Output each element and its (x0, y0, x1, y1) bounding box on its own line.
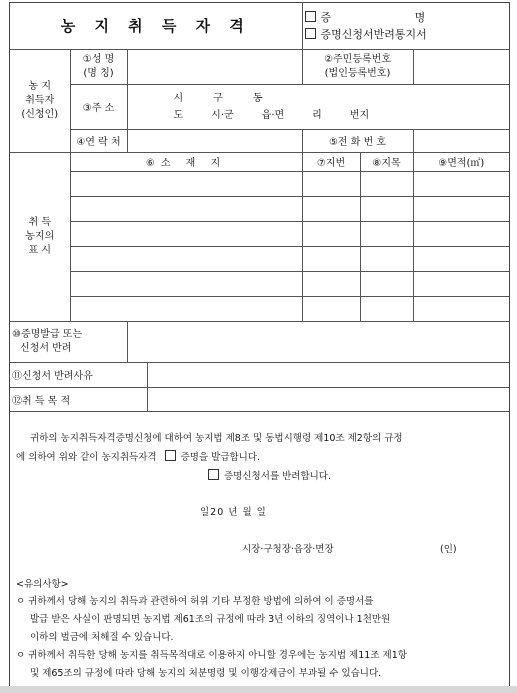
notes-header: <유의사항> (16, 579, 69, 590)
address-label: ③주 소 (70, 84, 127, 129)
reject-reason-label: ⑪신청서 반려사유 (10, 362, 147, 387)
application-form (9, 2, 510, 687)
name-value-cell[interactable] (127, 49, 302, 84)
seal-mark: (인) (440, 544, 457, 555)
option-issue[interactable] (305, 9, 508, 26)
phone-label: ⑤전 화 번 호 (302, 129, 413, 152)
name-label: ①성 명 (명 칭) (70, 49, 127, 84)
checkbox-reject-application[interactable] (208, 469, 219, 480)
issue-or-reject-label: ⑩증명발급 또는 신청서 반려 (10, 321, 127, 362)
note-item-2-line-2: 및 제65조의 규정에 따라 당해 농지의 처분명령 및 이행강제금이 부과될 수 있습니다. (30, 668, 382, 679)
option-reject-label: 증명신청서반려통지서 (320, 27, 427, 41)
resident-number-label: ②주민등록번호 (법인등록번호) (302, 49, 413, 84)
circle-bullet-icon: ㅇ (16, 596, 26, 607)
issue-or-reject-value-cell[interactable] (127, 321, 509, 362)
applicant-section-label: 농 지 취득자 (신청인) (10, 49, 70, 152)
resident-number-value-cell[interactable] (413, 49, 509, 84)
land-row[interactable] (10, 196, 509, 221)
land-category-column-header: ⑧지목 (360, 152, 413, 171)
note-item-2: ㅇ 귀하께서 취득한 당해 농지를 취득목적대로 이용하지 아니할 경우에는 농지법 제11조 제1항 (16, 650, 407, 661)
issuer-title: 시장·구청장·읍장·면장 (242, 544, 334, 555)
circle-bullet-icon: ㅇ (16, 650, 26, 661)
reject-application-label: 증명신청서를 반려합니다. (224, 471, 331, 482)
checkbox-reject[interactable] (305, 28, 316, 39)
reject-reason-value-cell[interactable] (147, 362, 509, 387)
land-section-label: 취 득 농지의 표 시 (10, 152, 70, 321)
issue-certificate-label: 증명을 발급합니다. (180, 452, 261, 463)
address-value-cell[interactable]: 시 구 동 도 시·군 읍·면 리 번지 (127, 84, 509, 129)
location-column-header: ⑥소 재 지 (70, 152, 302, 171)
land-row[interactable] (10, 271, 509, 296)
land-row[interactable] (10, 296, 509, 321)
land-row[interactable] (10, 171, 509, 196)
contact-value-cell[interactable] (127, 129, 302, 152)
checkbox-issue[interactable] (305, 11, 316, 22)
land-row[interactable] (10, 221, 509, 246)
checkbox-issue-certificate[interactable] (165, 450, 176, 461)
note-item-1-line-3: 이하의 벌금에 처해질 수 있습니다. (30, 632, 174, 643)
purpose-label: ⑫취 득 목 적 (10, 387, 147, 411)
statement-line-1: 귀하의 농지취득자격증명신청에 대하여 농지법 제8조 및 동법시행령 제10조 제2항의 규정 (30, 433, 403, 444)
issue-date: 일20 년 월 일 (200, 507, 267, 518)
form-table (10, 3, 509, 412)
lot-number-column-header: ⑦지번 (302, 152, 360, 171)
statement-line-3 (208, 468, 331, 482)
option-issue-label: 증 명 (320, 10, 466, 24)
note-item-1: ㅇ 귀하께서 당해 농지의 취득과 관련하여 허위 기타 부정한 방법에 의하여 이 증명서를 (16, 596, 374, 607)
option-reject[interactable] (305, 26, 508, 43)
area-column-header: ⑨면적(㎡) (413, 152, 509, 171)
form-title: 농 지 취 득 자 격 (10, 3, 302, 49)
phone-value-cell[interactable] (413, 129, 509, 152)
purpose-value-cell[interactable] (147, 387, 509, 411)
form-type-options (302, 3, 509, 49)
contact-label: ④연 락 처 (70, 129, 127, 152)
land-row[interactable] (10, 246, 509, 271)
statement-line-2: 에 의하여 위와 같이 농지취득자격 증명을 발급합니다. (16, 452, 261, 463)
note-item-1-line-2: 발급 받은 사실이 판명되면 농지법 제61조의 규정에 따라 3년 이하의 징역이나 1천만원 (30, 614, 391, 625)
window-bottom-bar (0, 686, 517, 693)
